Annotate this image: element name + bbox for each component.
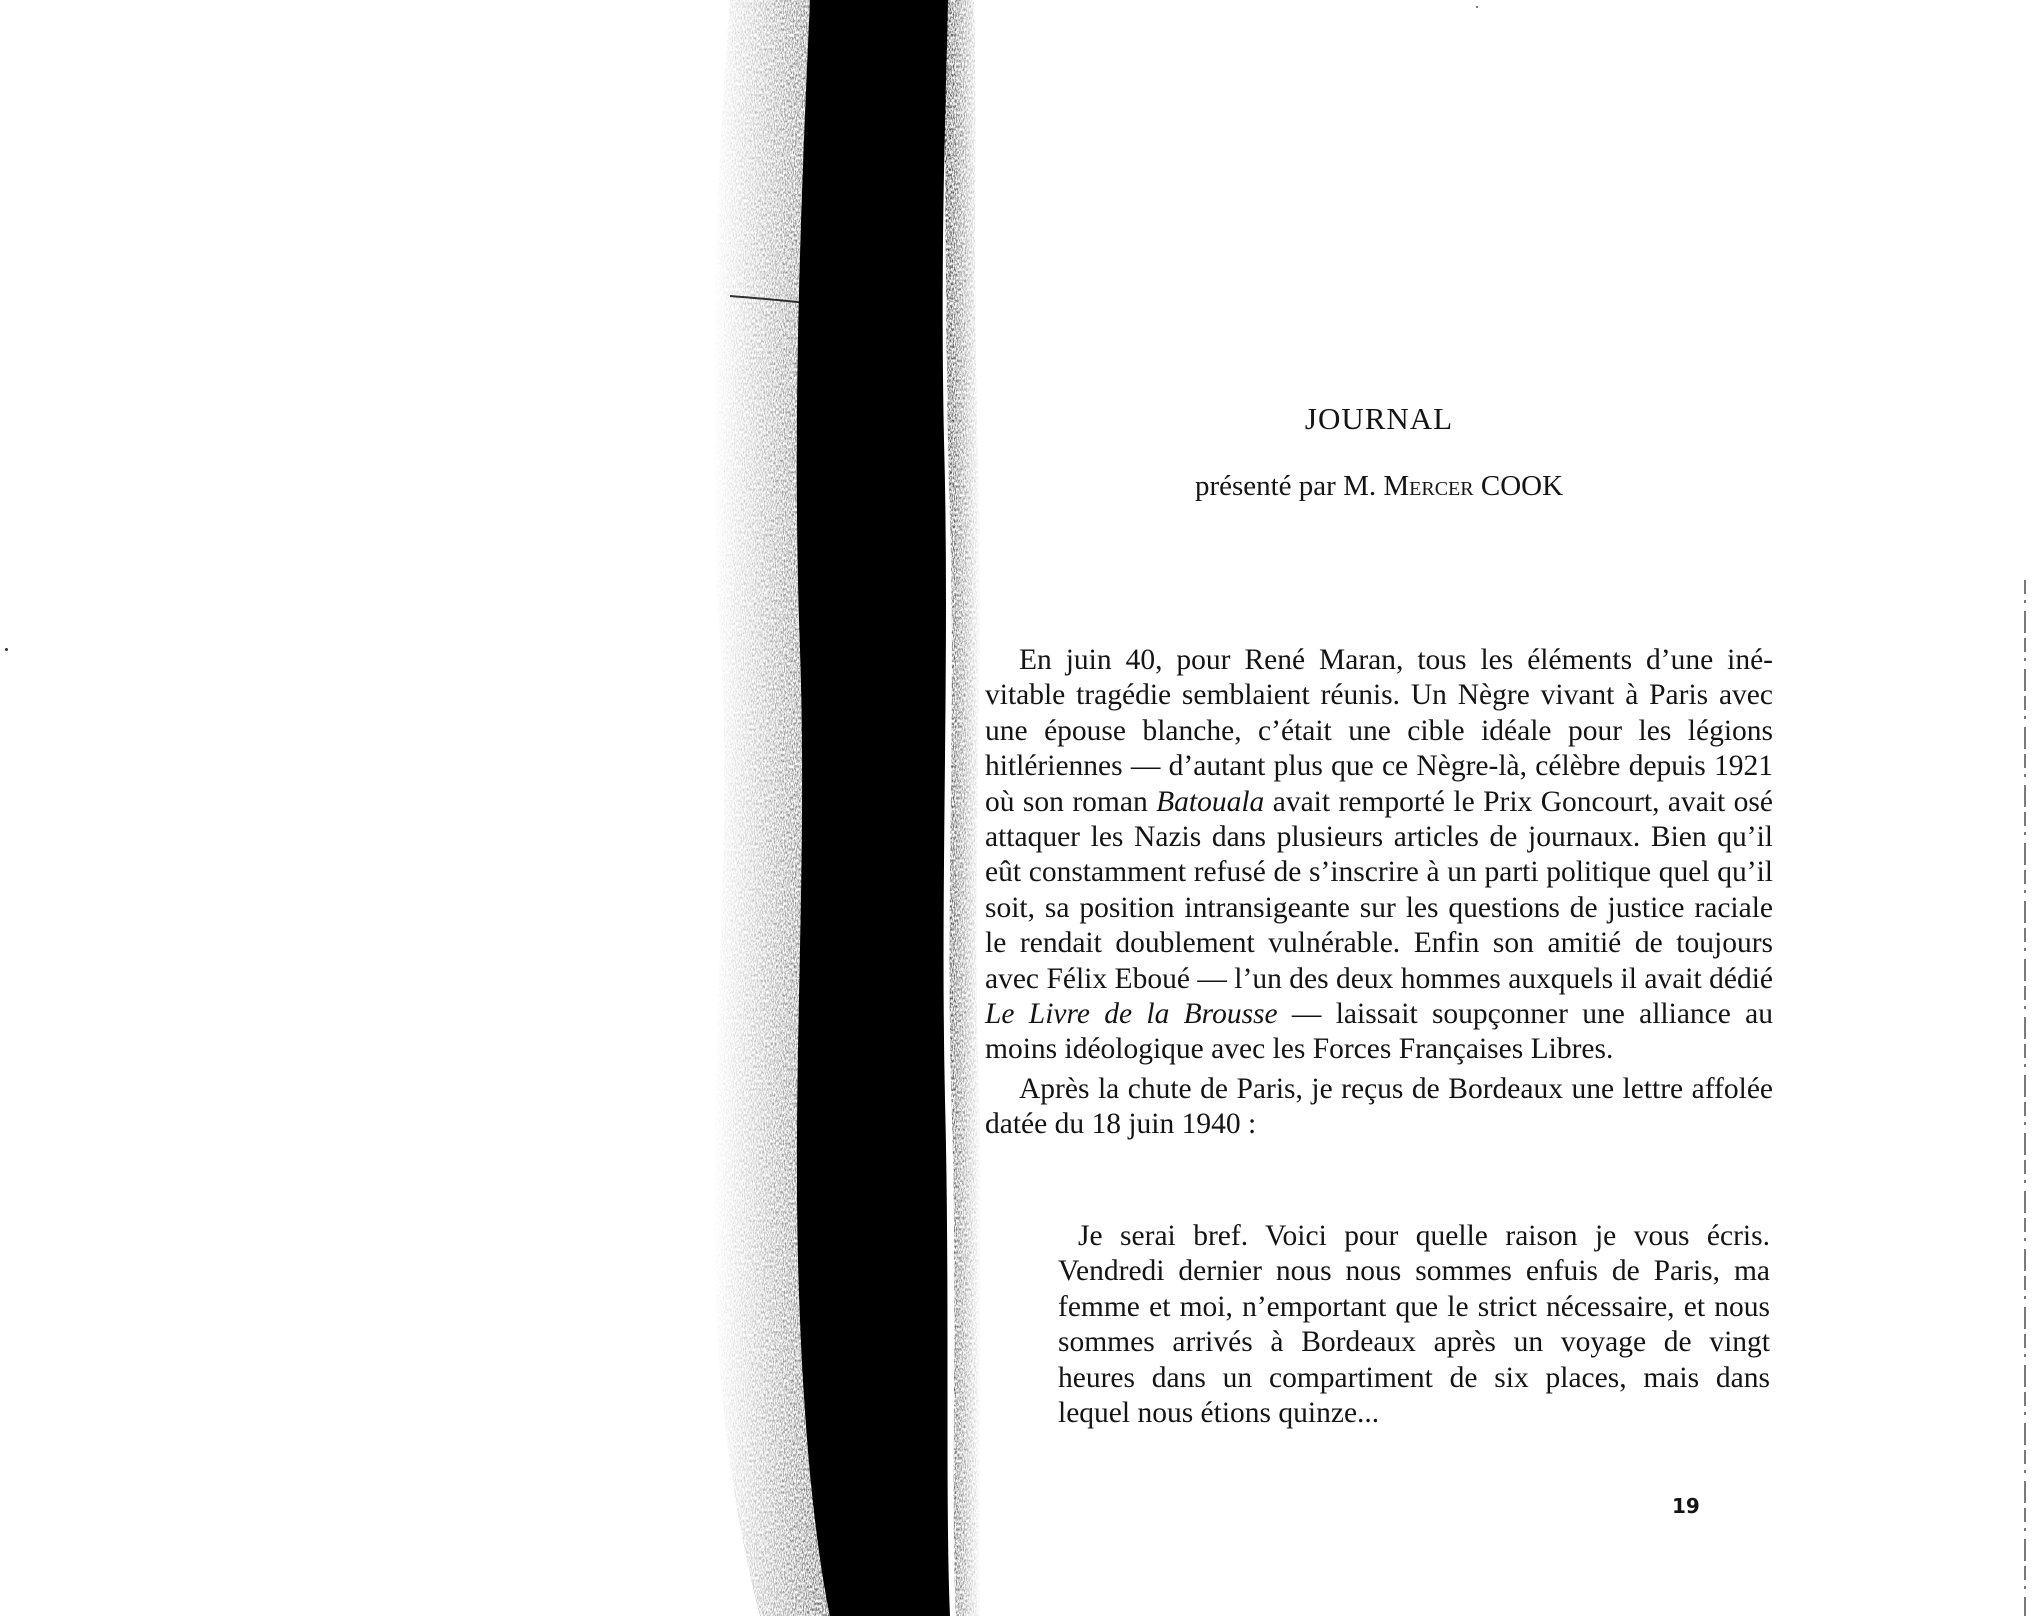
- italic-title: Batouala: [1156, 785, 1265, 818]
- scan-speck: [1476, 6, 1478, 8]
- byline: [985, 470, 1773, 503]
- page-title: JOURNAL: [1304, 401, 1454, 436]
- body-text: [985, 643, 1773, 1143]
- book-page: [985, 390, 1773, 1530]
- right-page-edge: [2022, 580, 2028, 1616]
- byline-prefix: présenté par M.: [1194, 470, 1377, 502]
- paragraph-text: avait remporté le Prix Goncourt, avait osé attaquer les Nazis dans plusieurs articles de journaux. Bien qu’il eût constamment refusé de s’inscrire à un parti politique quel qu’il soit, sa position intransigeante sur les questions de justice raciale le rendait doublement vulnérable. Enfin son amitié de toujours avec Félix Eboué — l’un des deux hommes auxquels il avait dédié: [985, 785, 1773, 995]
- scan-speck: [5, 648, 8, 651]
- page-number: 19: [1672, 1494, 1700, 1518]
- block-quote: Je serai bref. Voici pour quelle raison je vous écris. Vendredi dernier nous nous sommes enfuis de Paris, ma femme et moi, n’emportant que le strict nécessaire, et nous sommes arrivés à Bordeaux après un voyage de vingt heures dans un compartiment de six places, mais dans lequel nous étions quinze...: [1058, 1220, 1770, 1430]
- italic-title: Le Livre de la Brousse: [985, 998, 1278, 1031]
- paragraph: Après la chute de Paris, je reçus de Bordeaux une lettre affolée datée du 18 juin 1940 :: [985, 1072, 1773, 1141]
- paragraph-text: — laissait soupçonner une alliance au moins idéologique avec les Forces Françaises Libres.: [985, 998, 1773, 1066]
- paragraph-text: En juin 40, pour René Maran, tous les éléments d’une inévitable tragédie semblaient réunis. Un Nègre vivant à Paris avec une épouse blanche, c’était une cible idéale pour les légions hitlériennes — d’autant plus que ce Nègre-là, célèbre depuis 1921 où son roman: [985, 644, 1773, 818]
- paragraph: [985, 643, 1773, 1068]
- byline-first-name: Mercer: [1383, 470, 1474, 502]
- byline-surname: COOK: [1480, 470, 1564, 502]
